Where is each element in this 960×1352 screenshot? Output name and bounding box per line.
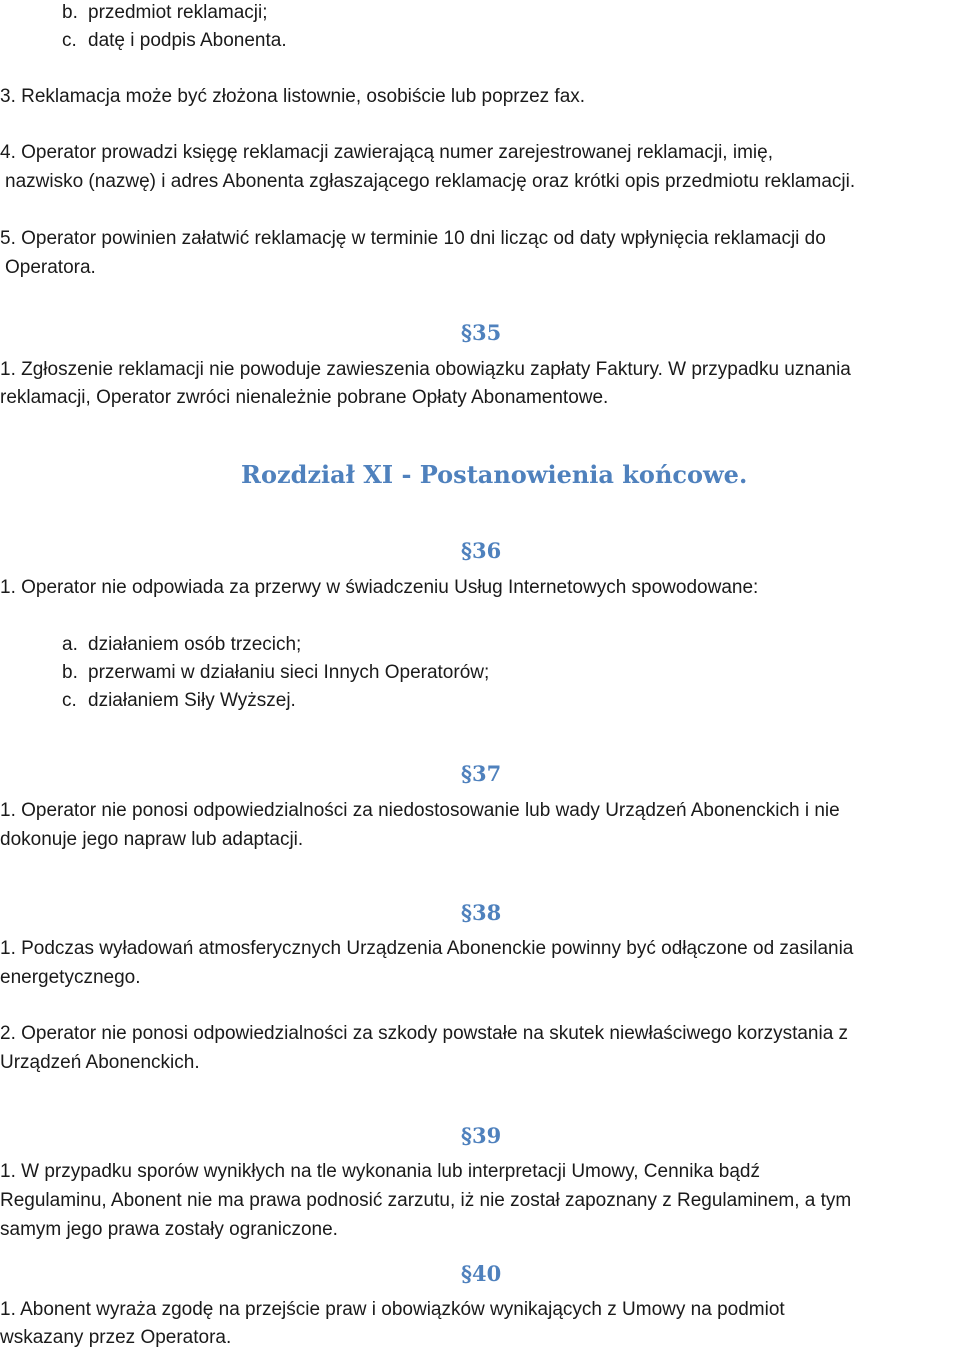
section-35-line2: reklamacji, Operator zwróci nienależnie pobrane Opłaty Abonamentowe.: [0, 387, 609, 408]
paragraph-4-line2: nazwisko (nazwę) i adres Abonenta zgłaszającego reklamację oraz krótki opis przedmiotu reklamacji.: [5, 171, 856, 192]
section-number: 37: [471, 761, 502, 786]
section-number: 38: [471, 900, 502, 925]
section-heading-40: §40: [461, 1261, 502, 1286]
section-37-line1: 1. Operator nie ponosi odpowiedzialności za niedostosowanie lub wady Urządzeń Abonenckich i nie: [0, 800, 840, 821]
section-heading-39: §39: [461, 1123, 502, 1148]
list-item: [62, 686, 296, 715]
section-39-line3: samym jego prawa zostały ograniczone.: [0, 1219, 338, 1240]
list-item: [62, 630, 301, 659]
chapter-heading: Rozdział XI - Postanowienia końcowe.: [241, 460, 748, 489]
list-item: [62, 26, 287, 55]
list-item-text: przerwami w działaniu sieci Innych Operatorów;: [88, 662, 490, 683]
section-number: 35: [471, 320, 502, 345]
list-item-text: działaniem osób trzecich;: [88, 634, 302, 655]
section-40-line2: wskazany przez Operatora.: [0, 1327, 232, 1348]
list-item-text: działaniem Siły Wyższej.: [88, 690, 296, 711]
list-marker: c.: [62, 690, 77, 711]
section-39-line1: 1. W przypadku sporów wynikłych na tle wykonania lub interpretacji Umowy, Cennika bądź: [0, 1161, 760, 1182]
section-heading-37: §37: [461, 761, 502, 786]
section-heading-38: §38: [461, 900, 502, 925]
section-39-line2: Regulaminu, Abonent nie ma prawa podnosić zarzutu, iż nie został zapoznany z Regulaminem, a tym: [0, 1190, 852, 1211]
section-35-line1: 1. Zgłoszenie reklamacji nie powoduje zawieszenia obowiązku zapłaty Faktury. W przypadku uznania: [0, 359, 851, 380]
section-number: 39: [471, 1123, 502, 1148]
paragraph-3: 3. Reklamacja może być złożona listownie, osobiście lub poprzez fax.: [0, 86, 586, 107]
section-38-line2: energetycznego.: [0, 967, 141, 988]
paragraph-4-line1: 4. Operator prowadzi księgę reklamacji zawierającą numer zarejestrowanej reklamacji, imię,: [0, 142, 773, 163]
section-38-line1: 1. Podczas wyładowań atmosferycznych Urządzenia Abonenckie powinny być odłączone od zasilania: [0, 938, 854, 959]
list-marker: c.: [62, 30, 77, 51]
section-40-line1: 1. Abonent wyraża zgodę na przejście praw i obowiązków wynikających z Umowy na podmiot: [0, 1299, 785, 1320]
list-marker: b.: [62, 2, 78, 23]
paragraph-5-line1: 5. Operator powinien załatwić reklamację w terminie 10 dni licząc od daty wpłynięcia reklamacji do: [0, 228, 826, 249]
section-36-line1: 1. Operator nie odpowiada za przerwy w świadczeniu Usług Internetowych spowodowane:: [0, 577, 759, 598]
list-item-text: datę i podpis Abonenta.: [88, 30, 287, 51]
section-heading-36: §36: [461, 538, 502, 563]
list-item-text: przedmiot reklamacji;: [88, 2, 268, 23]
section-38-p2-line1: 2. Operator nie ponosi odpowiedzialności za szkody powstałe na skutek niewłaściwego korzystania z: [0, 1023, 849, 1044]
section-number: 36: [471, 538, 502, 563]
list-marker: b.: [62, 662, 78, 683]
list-marker: a.: [62, 634, 78, 655]
section-38-p2-line2: Urządzeń Abonenckich.: [0, 1052, 200, 1073]
section-number: 40: [471, 1261, 502, 1286]
list-item: [62, 658, 489, 687]
list-item: [62, 0, 268, 27]
section-37-line2: dokonuje jego napraw lub adaptacji.: [0, 829, 304, 850]
paragraph-5-line2: Operatora.: [5, 257, 96, 278]
section-heading-35: §35: [461, 320, 502, 345]
